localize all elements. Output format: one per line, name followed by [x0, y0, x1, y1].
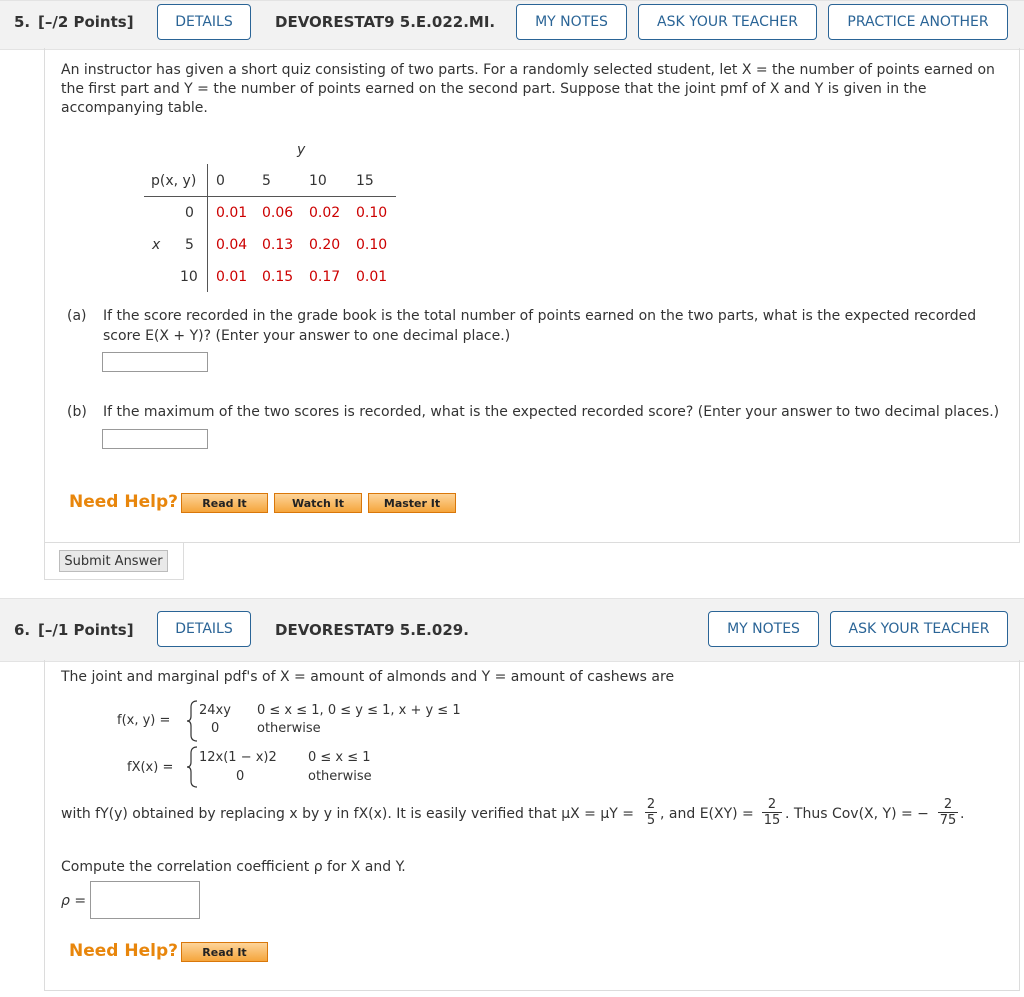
thus-cov-text: . Thus Cov(X, Y) = − — [785, 806, 929, 822]
table-cell: 0.06 — [262, 205, 294, 221]
part-a-line2: score E(X + Y)? (Enter your answer to one decimal place.) — [103, 328, 511, 344]
cov-numerator: 2 — [943, 797, 953, 812]
mu-fraction — [645, 797, 657, 828]
q5-watch-it-button[interactable]: Watch It — [274, 493, 362, 513]
q6-need-help-label: Need Help? — [69, 941, 178, 961]
fx-cond2: otherwise — [308, 769, 372, 784]
part-b-label: (b) — [67, 404, 87, 420]
q6-details-button[interactable]: DETAILS — [157, 611, 251, 647]
q6-intro: The joint and marginal pdf's of X = amount of almonds and Y = amount of cashews are — [61, 669, 675, 685]
f-cond1: 0 ≤ x ≤ 1, 0 ≤ y ≤ 1, x + y ≤ 1 — [257, 703, 461, 718]
q6-points: [–/1 Points] — [38, 621, 134, 639]
q5-read-it-button[interactable]: Read It — [181, 493, 268, 513]
table-y-var: y — [297, 142, 306, 158]
mu-denominator: 5 — [646, 813, 656, 828]
table-cell: 0.01 — [216, 205, 248, 221]
rho-label: ρ = — [61, 893, 87, 909]
q5-details-button[interactable]: DETAILS — [157, 4, 251, 40]
q5-ask-teacher-button[interactable]: ASK YOUR TEACHER — [638, 4, 817, 40]
exy-fraction — [762, 797, 782, 828]
table-cell: 0.17 — [309, 269, 341, 285]
table-cell: 0.04 — [216, 237, 248, 253]
table-y-header-1: 5 — [262, 173, 271, 189]
part-a-label: (a) — [67, 308, 87, 324]
q5-practice-another-button[interactable]: PRACTICE ANOTHER — [828, 4, 1008, 40]
f-case2: 0 — [211, 721, 220, 736]
table-cell: 0.10 — [356, 237, 388, 253]
table-y-header-3: 15 — [356, 173, 374, 189]
fx-case1: 12x(1 − x)2 — [199, 750, 277, 765]
table-cell: 0.02 — [309, 205, 341, 221]
fx-cond1: 0 ≤ x ≤ 1 — [308, 750, 371, 765]
and-exy-text: , and E(XY) = — [660, 806, 754, 822]
table-cell: 0.15 — [262, 269, 294, 285]
part-a-answer-input[interactable] — [102, 352, 208, 372]
f-brace-icon — [186, 700, 198, 742]
part-a-line1: If the score recorded in the grade book is the total number of points earned on the two parts, what is the expected recorded — [103, 308, 977, 324]
q5-points: [–/2 Points] — [38, 13, 134, 31]
with-text: with fY(y) obtained by replacing x by y in fX(x). It is easily verified that μX = μY = — [61, 806, 634, 822]
period: . — [960, 806, 965, 822]
fx-case2: 0 — [236, 769, 245, 784]
exy-numerator: 2 — [767, 797, 777, 812]
rho-answer-input[interactable] — [90, 881, 200, 919]
f-cond2: otherwise — [257, 721, 321, 736]
q5-my-notes-button[interactable]: MY NOTES — [516, 4, 627, 40]
fx-lhs: fX(x) = — [127, 760, 174, 775]
q6-read-it-button[interactable]: Read It — [181, 942, 268, 962]
table-x-row-2: 10 — [180, 269, 198, 285]
table-column-rule — [207, 164, 208, 292]
q6-my-notes-button[interactable]: MY NOTES — [708, 611, 819, 647]
cov-denominator: 75 — [939, 813, 957, 828]
q5-code: DEVORESTAT9 5.E.022.MI. — [275, 13, 496, 31]
q5-intro-line3: accompanying table. — [61, 100, 208, 116]
q6-ask-teacher-button[interactable]: ASK YOUR TEACHER — [830, 611, 1008, 647]
f-lhs: f(x, y) = — [117, 713, 171, 728]
table-y-header-0: 0 — [216, 173, 225, 189]
q6-code: DEVORESTAT9 5.E.029. — [275, 621, 469, 639]
f-case1: 24xy — [199, 703, 231, 718]
q5-panel — [44, 48, 1020, 543]
table-cell: 0.13 — [262, 237, 294, 253]
q6-number: 6. — [14, 621, 31, 639]
fx-brace-icon — [186, 746, 198, 788]
compute-text: Compute the correlation coefficient ρ for X and Y. — [61, 859, 406, 875]
table-cell: 0.01 — [216, 269, 248, 285]
q5-number: 5. — [14, 13, 31, 31]
cov-fraction — [938, 797, 958, 828]
table-cell: 0.20 — [309, 237, 341, 253]
mu-numerator: 2 — [646, 797, 656, 812]
table-y-header-2: 10 — [309, 173, 327, 189]
table-cell: 0.01 — [356, 269, 388, 285]
table-x-row-0: 0 — [185, 205, 194, 221]
table-x-row-1: 5 — [185, 237, 194, 253]
exy-denominator: 15 — [763, 813, 781, 828]
table-header-rule — [144, 196, 396, 197]
part-b-text: If the maximum of the two scores is recorded, what is the expected recorded score? (Enter your answer to two decimal places.) — [103, 404, 1000, 420]
table-x-var: x — [152, 237, 161, 253]
q5-master-it-button[interactable]: Master It — [368, 493, 456, 513]
q5-intro-line2: the first part and Y = the number of points earned on the second part. Suppose that the joint pmf of X and Y is given in the — [61, 81, 927, 97]
q5-need-help-label: Need Help? — [69, 492, 178, 512]
table-corner-label: p(x, y) — [151, 173, 197, 189]
submit-answer-button[interactable]: Submit Answer — [59, 550, 168, 572]
q5-intro-line1: An instructor has given a short quiz consisting of two parts. For a randomly selected student, let X = the number of points earned on — [61, 62, 995, 78]
part-b-answer-input[interactable] — [102, 429, 208, 449]
table-cell: 0.10 — [356, 205, 388, 221]
